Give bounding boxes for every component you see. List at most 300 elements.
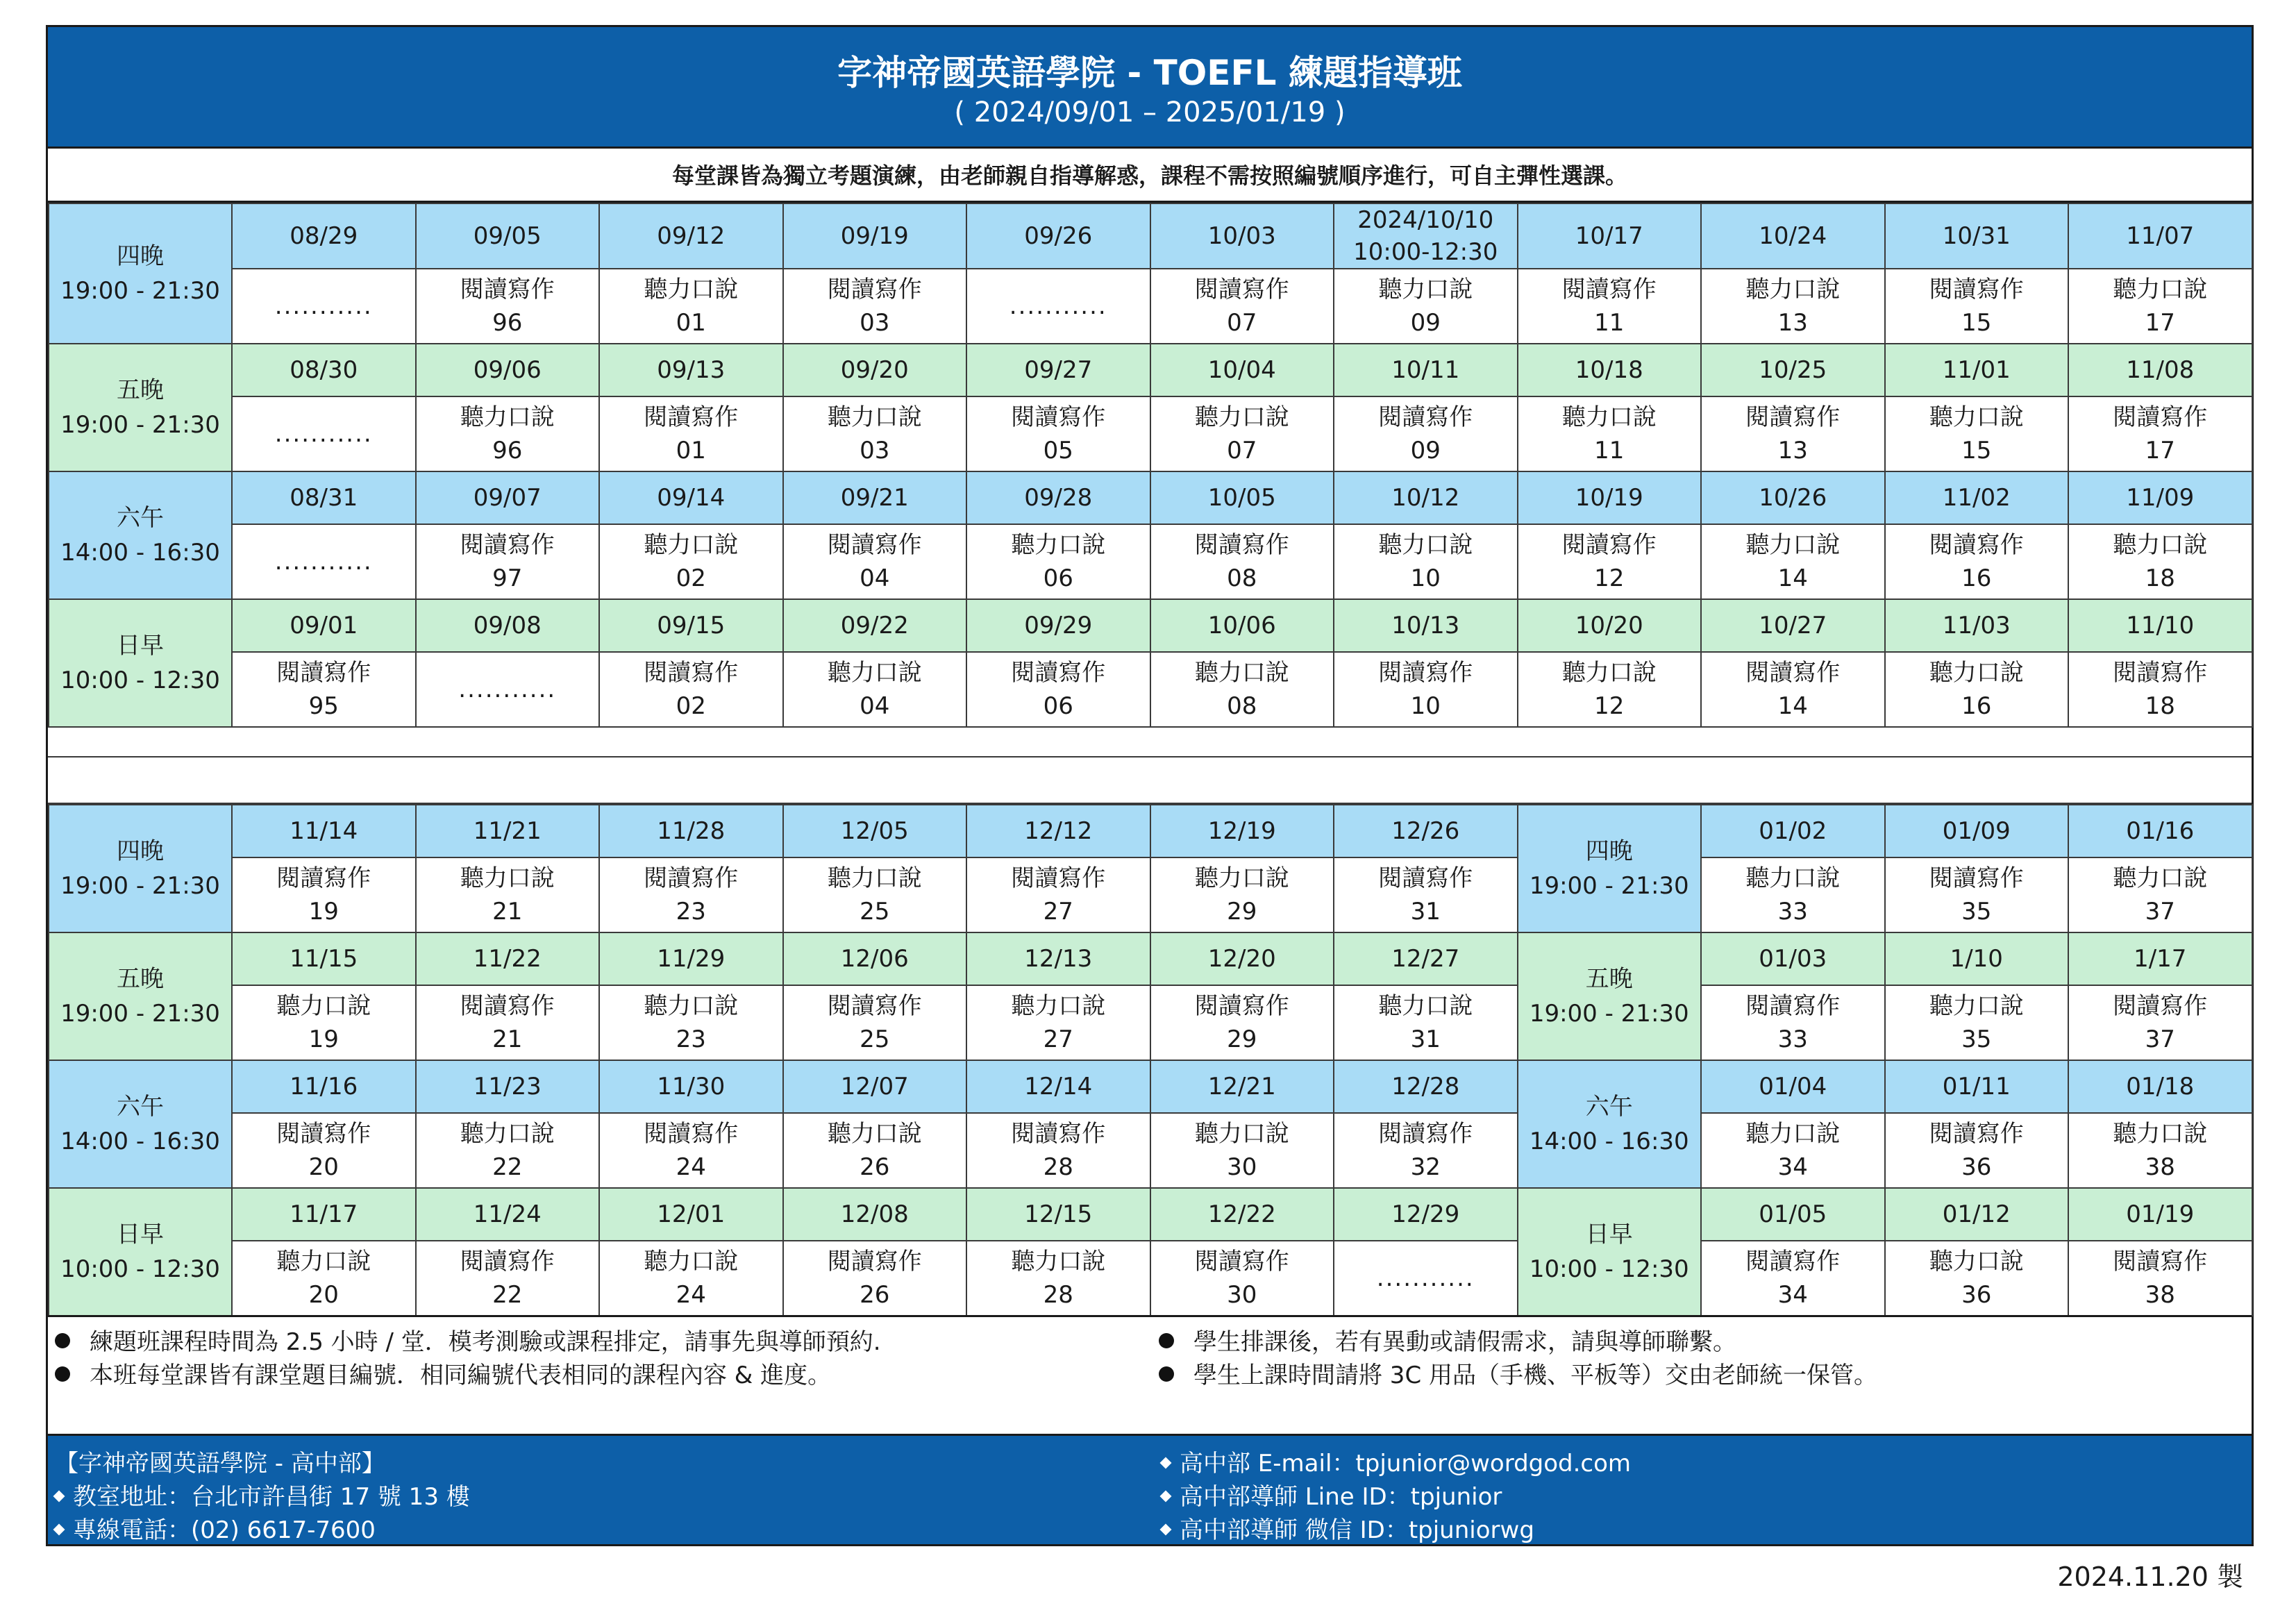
session-date: 09/01: [232, 599, 416, 652]
session-subject: 閱讀寫作: [2113, 992, 2208, 1020]
session-subject: 閱讀寫作: [827, 531, 922, 559]
section-gap: [48, 756, 2252, 804]
session-date: 09/28: [966, 471, 1150, 524]
session-subject: 聽力口說: [1378, 992, 1473, 1020]
session-number: 17: [2145, 437, 2175, 464]
slot-time: 14:00 - 16:30: [60, 1128, 220, 1155]
session-date: 12/21: [1150, 1060, 1334, 1113]
diamond-icon: [53, 1491, 65, 1502]
session-number: 28: [1043, 1153, 1073, 1181]
time-slot-label: [49, 1060, 232, 1188]
session-subject: 閱讀寫作: [276, 659, 371, 687]
session-date: 11/01: [1885, 344, 2069, 396]
session-date: 12/08: [783, 1188, 967, 1241]
session-cell: [1150, 396, 1334, 471]
session-date: 11/28: [599, 805, 783, 857]
session-subject: 閱讀寫作: [827, 992, 922, 1020]
time-slot-label: [49, 471, 232, 599]
session-subject: 閱讀寫作: [1011, 403, 1106, 431]
session-number: 12: [1594, 692, 1625, 720]
session-date: 11/22: [416, 932, 600, 985]
session-date: 12/29: [1334, 1188, 1518, 1241]
session-cell: [232, 985, 416, 1060]
session-cell: [416, 857, 600, 932]
session-cell: [1518, 524, 1702, 599]
session-cell: [2068, 524, 2252, 599]
session-cell: [1885, 396, 2069, 471]
slot-day: 五晚: [117, 376, 164, 404]
session-cell: [416, 985, 600, 1060]
session-number: 35: [1961, 1026, 1992, 1053]
session-date: 12/27: [1334, 932, 1518, 985]
session-cell: [1334, 1241, 1518, 1316]
session-date: 12/01: [599, 1188, 783, 1241]
slot-day: 六午: [1585, 1093, 1633, 1121]
session-subject: 聽力口說: [460, 864, 555, 892]
session-subject: 聽力口說: [1929, 992, 2024, 1020]
session-subject: 聽力口說: [1929, 403, 2024, 431]
session-number: 95: [308, 692, 339, 720]
session-date: 09/05: [416, 203, 600, 269]
schedule-table-bottom: [48, 804, 2253, 1316]
session-subject: 聽力口說: [1561, 659, 1657, 687]
session-cell: [783, 652, 967, 727]
session-number: 22: [492, 1153, 523, 1181]
session-number: 01: [676, 437, 706, 464]
session-cell: [966, 985, 1150, 1060]
slot-day: 日早: [1585, 1221, 1633, 1248]
session-date: 11/07: [2068, 203, 2252, 269]
session-cell: [1334, 857, 1518, 932]
session-number: 27: [1043, 1026, 1073, 1053]
session-number: 37: [2145, 1026, 2175, 1053]
session-subject: 閱讀寫作: [1011, 659, 1106, 687]
session-number: 25: [860, 898, 890, 926]
session-date: 10/25: [1701, 344, 1885, 396]
date-row: [49, 932, 2252, 985]
date-row: [49, 599, 2252, 652]
session-number: 28: [1043, 1281, 1073, 1309]
session-subject: 閱讀寫作: [276, 864, 371, 892]
session-date: 10/27: [1701, 599, 1885, 652]
session-subject: 閱讀寫作: [460, 1248, 555, 1275]
session-subject: 聽力口說: [2113, 276, 2208, 303]
empty-placeholder: ...........: [274, 292, 373, 320]
session-cell: [2068, 1241, 2252, 1316]
session-number: 15: [1961, 437, 1992, 464]
footer-address: 教室地址：台北市許昌街 17 號 13 樓: [55, 1480, 470, 1514]
session-number: 02: [676, 692, 706, 720]
session-number: 09: [1410, 309, 1441, 337]
session-number: 33: [1777, 1026, 1808, 1053]
session-number: 18: [2145, 692, 2175, 720]
session-cell: [1885, 857, 2069, 932]
session-cell: [783, 1241, 967, 1316]
session-subject: 閱讀寫作: [1929, 1120, 2024, 1148]
session-subject: 聽力口說: [2113, 864, 2208, 892]
footer-line-id: 高中部導師 Line ID：tpjunior: [1162, 1480, 1502, 1514]
session-date: 1/17: [2068, 932, 2252, 985]
session-subject: 聽力口說: [1378, 276, 1473, 303]
slot-time: 10:00 - 12:30: [1529, 1255, 1689, 1283]
session-subject: 閱讀寫作: [1929, 276, 2024, 303]
session-number: 34: [1777, 1281, 1808, 1309]
session-subject: 聽力口說: [1929, 1248, 2024, 1275]
session-subject: 聽力口說: [1745, 1120, 1841, 1148]
session-subject: 閱讀寫作: [1378, 659, 1473, 687]
session-date: 12/15: [966, 1188, 1150, 1241]
session-cell: [783, 1113, 967, 1188]
session-cell: [1701, 652, 1885, 727]
session-subject: 聽力口說: [644, 992, 739, 1020]
session-number: 18: [2145, 564, 2175, 592]
session-number: 08: [1227, 564, 1257, 592]
session-subject: 聽力口說: [2113, 1120, 2208, 1148]
session-date: 11/14: [232, 805, 416, 857]
slot-time: 19:00 - 21:30: [60, 277, 220, 305]
diamond-icon: [1160, 1524, 1172, 1536]
session-date: 09/15: [599, 599, 783, 652]
session-cell: [232, 1113, 416, 1188]
session-subject: 聽力口說: [2113, 531, 2208, 559]
session-date: 11/15: [232, 932, 416, 985]
session-cell: [966, 857, 1150, 932]
session-subject: 閱讀寫作: [1011, 864, 1106, 892]
time-slot-label: [49, 599, 232, 727]
session-cell: [1885, 524, 2069, 599]
session-subject: 閱讀寫作: [1194, 531, 1289, 559]
session-cell: [1701, 269, 1885, 344]
schedule-sheet: [46, 25, 2254, 1546]
session-date: 01/04: [1701, 1060, 1885, 1113]
session-number: 96: [492, 437, 523, 464]
session-number: 23: [676, 1026, 706, 1053]
session-subject: 閱讀寫作: [1745, 659, 1841, 687]
slot-day: 四晚: [117, 837, 164, 865]
made-date: 2024.11.20 製: [2057, 1562, 2243, 1592]
session-number: 32: [1410, 1153, 1441, 1181]
session-cell: [1334, 1113, 1518, 1188]
session-subject: 聽力口說: [1561, 403, 1657, 431]
session-cell: [783, 269, 967, 344]
session-date: 01/09: [1885, 805, 2069, 857]
session-number: 19: [308, 1026, 339, 1053]
session-date: 10/24: [1701, 203, 1885, 269]
session-number: 24: [676, 1153, 706, 1181]
date-text: 2024/10/10: [1357, 206, 1494, 234]
session-cell: [966, 396, 1150, 471]
session-row: [49, 524, 2252, 599]
date-row: [49, 203, 2252, 269]
session-subject: 閱讀寫作: [1378, 864, 1473, 892]
session-cell: [1701, 1241, 1885, 1316]
session-subject: 聽力口說: [1194, 1120, 1289, 1148]
session-date: 12/05: [783, 805, 967, 857]
session-cell: [966, 1113, 1150, 1188]
session-subject: 閱讀寫作: [1929, 531, 2024, 559]
session-subject: 閱讀寫作: [644, 1120, 739, 1148]
session-date: 11/08: [2068, 344, 2252, 396]
session-cell: [1701, 857, 1885, 932]
session-date: 12/19: [1150, 805, 1334, 857]
session-number: 35: [1961, 898, 1992, 926]
session-number: 02: [676, 564, 706, 592]
session-date: 11/21: [416, 805, 600, 857]
session-date: 11/03: [1885, 599, 2069, 652]
session-date: 09/13: [599, 344, 783, 396]
time-slot-label: [49, 203, 232, 344]
session-number: 26: [860, 1281, 890, 1309]
session-date: 08/31: [232, 471, 416, 524]
empty-placeholder: ...........: [458, 676, 557, 703]
date-row: [49, 344, 2252, 396]
session-number: 15: [1961, 309, 1992, 337]
session-cell: [1885, 652, 2069, 727]
session-number: 29: [1227, 1026, 1257, 1053]
session-cell: [1150, 269, 1334, 344]
session-subject: 聽力口說: [1194, 864, 1289, 892]
session-cell: [1150, 1241, 1334, 1316]
session-subject: 閱讀寫作: [1378, 403, 1473, 431]
session-cell: [416, 396, 600, 471]
session-subject: 聽力口說: [1194, 403, 1289, 431]
empty-placeholder: ...........: [274, 548, 373, 576]
session-number: 11: [1594, 437, 1625, 464]
session-date: 09/12: [599, 203, 783, 269]
session-date: 08/30: [232, 344, 416, 396]
session-number: 13: [1777, 437, 1808, 464]
session-cell: [1150, 1113, 1334, 1188]
session-number: 16: [1961, 564, 1992, 592]
session-subject: 閱讀寫作: [1561, 276, 1657, 303]
session-subject: 閱讀寫作: [644, 659, 739, 687]
bullet-icon: [55, 1366, 70, 1382]
session-cell: [416, 1241, 600, 1316]
session-cell: [416, 1113, 600, 1188]
session-date: 10/17: [1518, 203, 1702, 269]
session-date: 01/02: [1701, 805, 1885, 857]
session-cell: [2068, 396, 2252, 471]
session-number: 14: [1777, 564, 1808, 592]
session-subject: 聽力口說: [644, 531, 739, 559]
session-cell: [416, 524, 600, 599]
session-subject: 聽力口說: [1745, 276, 1841, 303]
session-number: 07: [1227, 437, 1257, 464]
session-cell: [1334, 985, 1518, 1060]
session-cell: [1701, 985, 1885, 1060]
session-cell: [1150, 985, 1334, 1060]
session-number: 96: [492, 309, 523, 337]
time-slot-label: [1518, 805, 1702, 932]
session-date: 01/11: [1885, 1060, 2069, 1113]
session-date: 12/07: [783, 1060, 967, 1113]
session-cell: [1518, 269, 1702, 344]
session-date: 12/20: [1150, 932, 1334, 985]
session-date: 01/19: [2068, 1188, 2252, 1241]
session-cell: [1150, 857, 1334, 932]
session-number: 20: [308, 1153, 339, 1181]
date-time-text: 10:00-12:30: [1353, 238, 1498, 266]
session-cell: [783, 396, 967, 471]
session-date: 09/22: [783, 599, 967, 652]
time-slot-label: [49, 344, 232, 471]
slot-time: 19:00 - 21:30: [60, 872, 220, 900]
session-date: 1/10: [1885, 932, 2069, 985]
session-subject: 閱讀寫作: [2113, 1248, 2208, 1275]
session-date: 10/06: [1150, 599, 1334, 652]
notes-section: [48, 1315, 2252, 1434]
session-cell: [599, 269, 783, 344]
session-date: 10/19: [1518, 471, 1702, 524]
session-number: 05: [1043, 437, 1073, 464]
session-subject: 閱讀寫作: [460, 276, 555, 303]
session-number: 38: [2145, 1153, 2175, 1181]
time-slot-label: [49, 805, 232, 932]
session-date: 10/13: [1334, 599, 1518, 652]
session-cell: [599, 985, 783, 1060]
session-date: 10/20: [1518, 599, 1702, 652]
note-item: 練題班課程時間為 2.5 小時 / 堂．模考測驗或課程排定，請事先與導師預約.: [55, 1325, 881, 1359]
session-row: [49, 857, 2252, 932]
session-cell: [966, 524, 1150, 599]
session-number: 34: [1777, 1153, 1808, 1181]
session-date: 12/12: [966, 805, 1150, 857]
session-subject: 閱讀寫作: [460, 531, 555, 559]
session-number: 10: [1410, 564, 1441, 592]
session-cell: [599, 524, 783, 599]
session-cell: [1518, 652, 1702, 727]
session-number: 36: [1961, 1153, 1992, 1181]
slot-day: 五晚: [1585, 965, 1633, 993]
slot-time: 19:00 - 21:30: [60, 411, 220, 439]
footer-contact: [48, 1434, 2252, 1544]
slot-day: 四晚: [117, 242, 164, 270]
session-cell: [1334, 269, 1518, 344]
session-subject: 聽力口說: [827, 403, 922, 431]
session-subject: 閱讀寫作: [1194, 1248, 1289, 1275]
session-number: 03: [860, 309, 890, 337]
session-date: 11/16: [232, 1060, 416, 1113]
session-number: 03: [860, 437, 890, 464]
session-date: 10/11: [1334, 344, 1518, 396]
time-slot-label: [1518, 1188, 1702, 1316]
session-date: 01/12: [1885, 1188, 2069, 1241]
session-subject: 聽力口說: [276, 1248, 371, 1275]
session-subject: 閱讀寫作: [1929, 864, 2024, 892]
page-title: 字神帝國英語學院 - TOEFL 練題指導班: [837, 53, 1462, 93]
session-date: 10/12: [1334, 471, 1518, 524]
session-cell: [1334, 396, 1518, 471]
session-cell: [1701, 524, 1885, 599]
session-date: 01/03: [1701, 932, 1885, 985]
session-date: 12/22: [1150, 1188, 1334, 1241]
footer-phone: 專線電話：(02) 6617-7600: [55, 1514, 376, 1547]
session-number: 01: [676, 309, 706, 337]
session-subject: 閱讀寫作: [1194, 276, 1289, 303]
session-number: 19: [308, 898, 339, 926]
session-subject: 聽力口說: [1745, 864, 1841, 892]
session-date: 09/27: [966, 344, 1150, 396]
session-subject: 聽力口說: [827, 864, 922, 892]
session-cell: [1885, 1241, 2069, 1316]
note-item: 本班每堂課皆有課堂題目編號．相同編號代表相同的課程內容 & 進度。: [55, 1359, 831, 1392]
session-subject: 聽力口說: [1011, 531, 1106, 559]
session-cell: [599, 1113, 783, 1188]
date-row: [49, 1060, 2252, 1113]
session-number: 26: [860, 1153, 890, 1181]
session-number: 27: [1043, 898, 1073, 926]
session-cell: [599, 396, 783, 471]
slot-time: 19:00 - 21:30: [60, 1000, 220, 1028]
session-date: 11/10: [2068, 599, 2252, 652]
note-item: 學生上課時間請將 3C 用品（手機、平板等）交由老師統一保管。: [1159, 1359, 1877, 1392]
session-date: 12/13: [966, 932, 1150, 985]
session-cell: [599, 652, 783, 727]
session-subject: 閱讀寫作: [827, 1248, 922, 1275]
session-number: 97: [492, 564, 523, 592]
session-cell: [1334, 524, 1518, 599]
session-subject: 閱讀寫作: [1745, 992, 1841, 1020]
session-date: 10/04: [1150, 344, 1334, 396]
session-number: 10: [1410, 692, 1441, 720]
session-subject: 聽力口說: [1011, 992, 1106, 1020]
session-cell: [1885, 1113, 2069, 1188]
schedule-table-top: [48, 203, 2253, 728]
session-subject: 聽力口說: [1011, 1248, 1106, 1275]
session-number: 06: [1043, 692, 1073, 720]
session-cell: [1334, 652, 1518, 727]
empty-placeholder: ...........: [1009, 292, 1107, 320]
session-date: 09/19: [783, 203, 967, 269]
slot-time: 19:00 - 21:30: [1529, 872, 1689, 900]
session-subject: 閱讀寫作: [827, 276, 922, 303]
session-cell: [599, 857, 783, 932]
bullet-icon: [55, 1333, 70, 1348]
session-row: [49, 1241, 2252, 1316]
empty-placeholder: ...........: [274, 420, 373, 448]
session-date: 11/30: [599, 1060, 783, 1113]
session-subject: 聽力口說: [1194, 659, 1289, 687]
session-subject: 閱讀寫作: [644, 403, 739, 431]
date-range: ( 2024/09/01 – 2025/01/19 ): [954, 97, 1346, 128]
session-subject: 閱讀寫作: [644, 864, 739, 892]
session-date: 10/31: [1885, 203, 2069, 269]
session-subject: 閱讀寫作: [276, 1120, 371, 1148]
session-number: 09: [1410, 437, 1441, 464]
session-date: 09/08: [416, 599, 600, 652]
session-number: 14: [1777, 692, 1808, 720]
session-number: 22: [492, 1281, 523, 1309]
session-number: 13: [1777, 309, 1808, 337]
session-subject: 聽力口說: [1378, 531, 1473, 559]
session-number: 06: [1043, 564, 1073, 592]
session-number: 17: [2145, 309, 2175, 337]
session-date: 01/16: [2068, 805, 2252, 857]
time-slot-label: [49, 1188, 232, 1316]
session-date: 11/09: [2068, 471, 2252, 524]
session-cell: [1150, 652, 1334, 727]
session-number: 30: [1227, 1153, 1257, 1181]
session-cell: [599, 1241, 783, 1316]
session-number: 31: [1410, 898, 1441, 926]
session-subject: 聽力口說: [276, 992, 371, 1020]
session-date: 09/21: [783, 471, 967, 524]
session-number: 16: [1961, 692, 1992, 720]
session-number: 30: [1227, 1281, 1257, 1309]
note-item: 學生排課後，若有異動或請假需求，請與導師聯繫。: [1159, 1325, 1736, 1359]
time-slot-label: [1518, 932, 1702, 1060]
session-cell: [2068, 652, 2252, 727]
